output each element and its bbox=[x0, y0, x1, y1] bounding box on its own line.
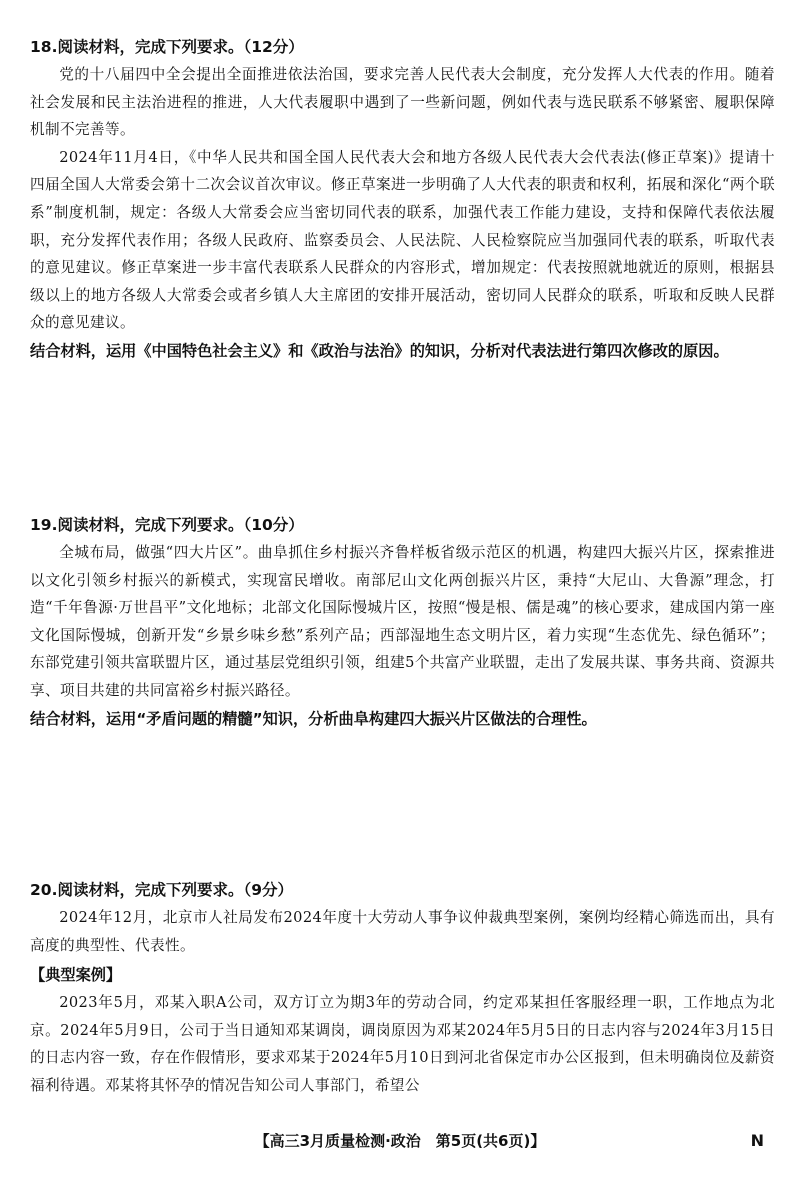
question-18 bbox=[30, 33, 775, 365]
page-footer bbox=[0, 1126, 800, 1156]
footer-code: N bbox=[750, 1131, 764, 1150]
case-paragraph: 2023年5月，邓某入职A公司，双方订立为期3年的劳动合同，约定邓某担任客服经理一职，工作地点为北京。2024年5月9日，公司于当日通知邓某调岗，调岗原因为邓某2024年5月5日的日志内容与2024年3月15日的日志内容一致，存在作假情形，要求邓某于2024年5月10日到河北省保定市办公区报到，但未明确岗位及薪资福利待遇。邓某将其怀孕的情况告知公司人事部门，希望公 bbox=[30, 994, 775, 1094]
question-task: 结合材料，运用“矛盾问题的精髓”知识，分析曲阜构建四大振兴片区做法的合理性。 bbox=[30, 709, 597, 728]
material-paragraph: 2024年11月4日，《中华人民共和国全国人民代表大会和地方各级人民代表大会代表法(修正草案)》提请十四届全国人大常委会第十二次会议首次审议。修正草案进一步明确了人大代表的职责和权利，拓展和深化“两个联系”制度机制，规定：各级人大常委会应当密切同代表的联系，加强代表工作能力建设，支持和保障代表依法履职，充分发挥代表作用；各级人民政府、监察委员会、人民法院、人民检察院应当加强同代表的联系，听取代表的意见建议。修正草案进一步丰富代表联系人民群众的内容形式，增加规定：代表按照就地就近的原则，根据县级以上的地方各级人大常委会或者乡镇人大主席团的安排开展活动，密切同人民群众的联系，听取和反映人民群众的意见建议。 bbox=[30, 148, 775, 332]
question-19 bbox=[30, 511, 775, 733]
material-intro: 2024年12月，北京市人社局发布2024年度十大劳动人事争议仲裁典型案例，案例均经精心筛选而出，具有高度的典型性、代表性。 bbox=[30, 909, 775, 954]
case-section-label: 【典型案例】 bbox=[30, 966, 122, 985]
question-title: 18.阅读材料，完成下列要求。（12分） bbox=[30, 38, 304, 56]
question-title: 20.阅读材料，完成下列要求。（9分） bbox=[30, 881, 293, 899]
material-paragraph: 党的十八届四中全会提出全面推进依法治国，要求完善人民代表大会制度，充分发挥人大代表的作用。随着社会发展和民主法治进程的推进，人大代表履职中遇到了一些新问题，例如代表与选民联系不够紧密、履职保障机制不完善等。 bbox=[30, 66, 775, 139]
material-paragraph: 全城布局，做强“四大片区”。曲阜抓住乡村振兴齐鲁样板省级示范区的机遇，构建四大振兴片区，探索推进以文化引领乡村振兴的新模式，实现富民增收。南部尼山文化两创振兴片区，秉持“大尼山、大鲁源”理念，打造“千年鲁源·万世昌平”文化地标；北部文化国际慢城片区，按照“慢是根、儒是魂”的核心要求，建成国内第一座文化国际慢城，创新开发“乡景乡味乡愁”系列产品；西部湿地生态文明片区，着力实现“生态优先、绿色循环”；东部党建引领共富联盟片区，通过基层党组织引领，组建5个共富产业联盟，走出了发展共谋、事务共商、资源共享、项目共建的共同富裕乡村振兴路径。 bbox=[30, 544, 775, 699]
question-20 bbox=[30, 876, 775, 1100]
footer-text: 【高三3月质量检测·政治 第5页(共6页)】 bbox=[254, 1132, 546, 1150]
question-task: 结合材料，运用《中国特色社会主义》和《政治与法治》的知识，分析对代表法进行第四次修改的原因。 bbox=[30, 341, 729, 360]
question-title: 19.阅读材料，完成下列要求。（10分） bbox=[30, 516, 304, 534]
